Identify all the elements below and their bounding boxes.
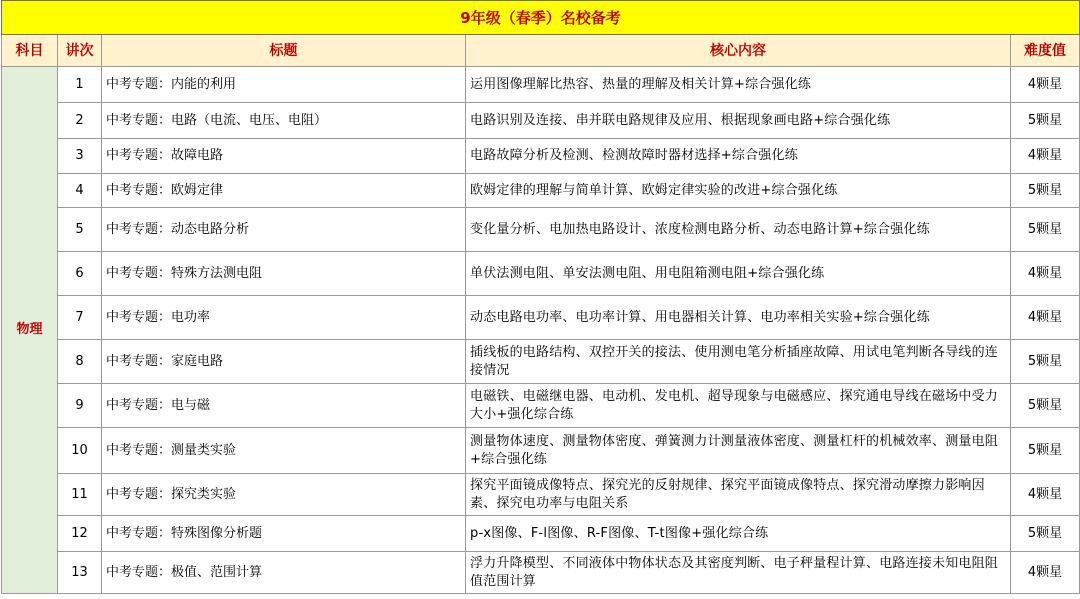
lesson-title: 中考专题：电与磁 — [102, 384, 466, 428]
lesson-title: 中考专题：电功率 — [102, 296, 466, 340]
lesson-number: 10 — [58, 428, 102, 474]
table-row — [2, 296, 1080, 340]
lesson-difficulty: 4颗星 — [1011, 474, 1080, 516]
lesson-content: p-x图像、F-l图像、R-F图像、T-t图像+强化综合练 — [466, 516, 1011, 552]
lesson-difficulty: 5颗星 — [1011, 103, 1080, 139]
table-title: 9年级（春季）名校备考 — [2, 1, 1080, 35]
lesson-number: 3 — [58, 139, 102, 174]
lesson-title: 中考专题：故障电路 — [102, 139, 466, 174]
header-row — [2, 35, 1080, 67]
table-row — [2, 340, 1080, 384]
table-row — [2, 428, 1080, 474]
lesson-number: 12 — [58, 516, 102, 552]
lesson-difficulty: 5颗星 — [1011, 428, 1080, 474]
lesson-title: 中考专题：欧姆定律 — [102, 174, 466, 208]
lesson-number: 5 — [58, 208, 102, 252]
table-row — [2, 139, 1080, 174]
lesson-difficulty: 5颗星 — [1011, 384, 1080, 428]
lesson-number: 1 — [58, 67, 102, 103]
lesson-content: 欧姆定律的理解与简单计算、欧姆定律实验的改进+综合强化练 — [466, 174, 1011, 208]
header-difficulty: 难度值 — [1011, 35, 1080, 67]
lesson-number: 8 — [58, 340, 102, 384]
lesson-title: 中考专题：探究类实验 — [102, 474, 466, 516]
lesson-title: 中考专题：极值、范围计算 — [102, 552, 466, 594]
table-row — [2, 516, 1080, 552]
title-row — [2, 1, 1080, 35]
table-row — [2, 208, 1080, 252]
lesson-title: 中考专题：电路（电流、电压、电阻） — [102, 103, 466, 139]
lesson-content: 探究平面镜成像特点、探究光的反射规律、探究平面镜成像特点、探究滑动摩擦力影响因素、探究电功率与电阻关系 — [466, 474, 1011, 516]
lesson-difficulty: 5颗星 — [1011, 208, 1080, 252]
table-row — [2, 474, 1080, 516]
lesson-title: 中考专题：特殊图像分析题 — [102, 516, 466, 552]
subject-cell: 物理 — [2, 67, 58, 594]
lesson-difficulty: 5颗星 — [1011, 516, 1080, 552]
table-row — [2, 174, 1080, 208]
lesson-difficulty: 4颗星 — [1011, 552, 1080, 594]
lesson-difficulty: 4颗星 — [1011, 67, 1080, 103]
table-row — [2, 67, 1080, 103]
lesson-number: 4 — [58, 174, 102, 208]
table-row — [2, 384, 1080, 428]
table-row — [2, 103, 1080, 139]
lesson-difficulty: 5颗星 — [1011, 174, 1080, 208]
lesson-content: 电路故障分析及检测、检测故障时器材选择+综合强化练 — [466, 139, 1011, 174]
lesson-title: 中考专题：内能的利用 — [102, 67, 466, 103]
header-title: 标题 — [102, 35, 466, 67]
header-lesson: 讲次 — [58, 35, 102, 67]
lesson-title: 中考专题：测量类实验 — [102, 428, 466, 474]
lesson-content: 变化量分析、电加热电路设计、浓度检测电路分析、动态电路计算+综合强化练 — [466, 208, 1011, 252]
lesson-content: 浮力升降模型、不同液体中物体状态及其密度判断、电子秤量程计算、电路连接未知电阻阻值范围计算 — [466, 552, 1011, 594]
lesson-number: 9 — [58, 384, 102, 428]
lesson-title: 中考专题：家庭电路 — [102, 340, 466, 384]
header-subject: 科目 — [2, 35, 58, 67]
lesson-difficulty: 5颗星 — [1011, 340, 1080, 384]
lesson-content: 动态电路电功率、电功率计算、用电器相关计算、电功率相关实验+综合强化练 — [466, 296, 1011, 340]
lesson-number: 13 — [58, 552, 102, 594]
course-table — [1, 0, 1080, 594]
lesson-title: 中考专题：特殊方法测电阻 — [102, 252, 466, 296]
lesson-content: 测量物体速度、测量物体密度、弹簧测力计测量液体密度、测量杠杆的机械效率、测量电阻+综合强化练 — [466, 428, 1011, 474]
lesson-number: 7 — [58, 296, 102, 340]
lesson-content: 运用图像理解比热容、热量的理解及相关计算+综合强化练 — [466, 67, 1011, 103]
lesson-number: 2 — [58, 103, 102, 139]
lesson-number: 11 — [58, 474, 102, 516]
lesson-content: 插线板的电路结构、双控开关的接法、使用测电笔分析插座故障、用试电笔判断各导线的连接情况 — [466, 340, 1011, 384]
header-content: 核心内容 — [466, 35, 1011, 67]
lesson-content: 电路识别及连接、串并联电路规律及应用、根据现象画电路+综合强化练 — [466, 103, 1011, 139]
lesson-content: 电磁铁、电磁继电器、电动机、发电机、超导现象与电磁感应、探究通电导线在磁场中受力大小+强化综合练 — [466, 384, 1011, 428]
lesson-difficulty: 4颗星 — [1011, 296, 1080, 340]
table-row — [2, 252, 1080, 296]
lesson-difficulty: 4颗星 — [1011, 252, 1080, 296]
lesson-title: 中考专题：动态电路分析 — [102, 208, 466, 252]
table-row — [2, 552, 1080, 594]
lesson-content: 单伏法测电阻、单安法测电阻、用电阻箱测电阻+综合强化练 — [466, 252, 1011, 296]
lesson-difficulty: 4颗星 — [1011, 139, 1080, 174]
lesson-number: 6 — [58, 252, 102, 296]
